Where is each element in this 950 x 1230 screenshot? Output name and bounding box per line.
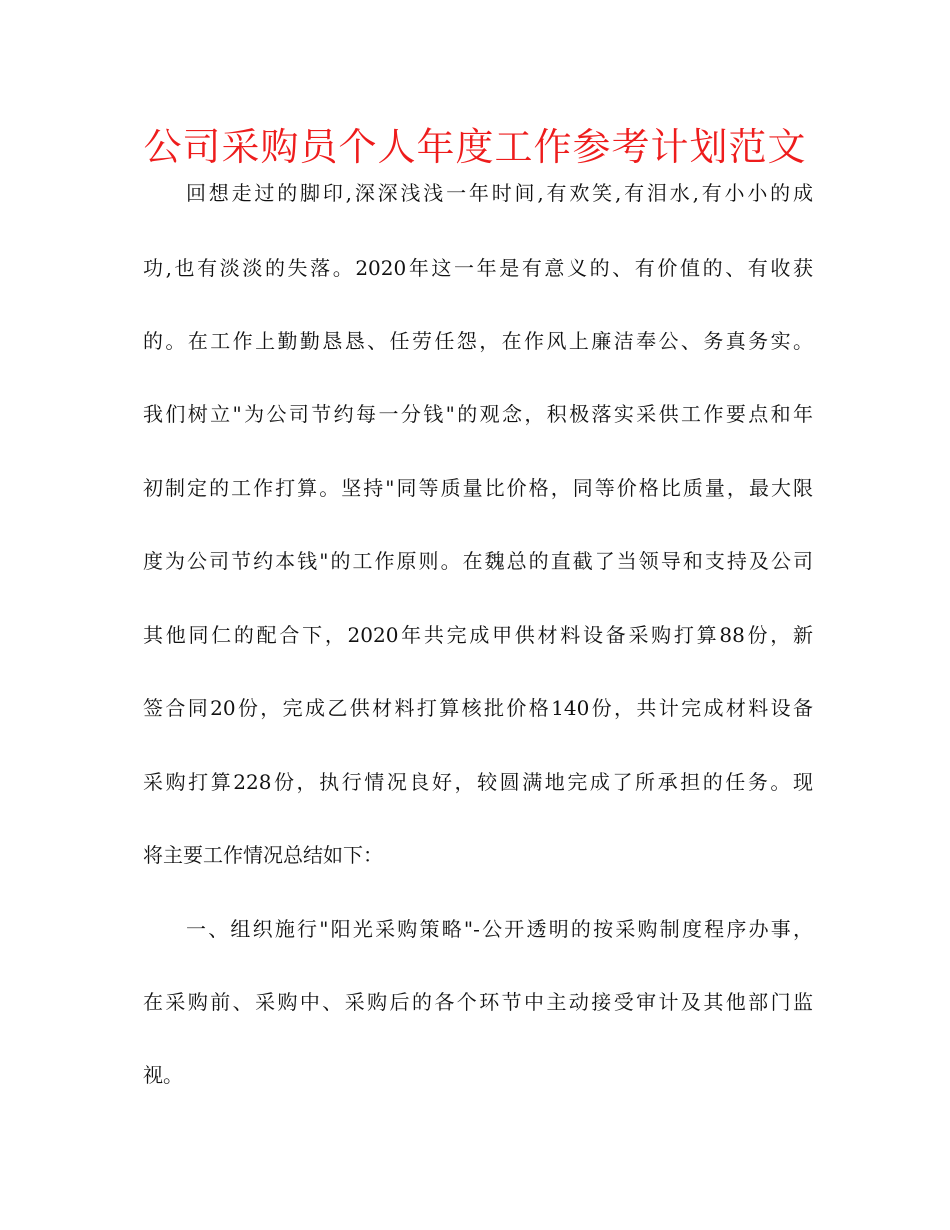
paragraph-line: 将主要工作情况总结如下： [143,843,383,867]
paragraph-line: 初制定的工作打算。坚持"同等质量比价格，同等价格比质量，最大限 [143,476,813,500]
paragraph-line: 在采购前、采购中、采购后的各个环节中主动接受审计及其他部门监 [143,990,813,1014]
paragraph-line: 功,也有淡淡的失落。2020年这一年是有意义的、有价值的、有收获 [143,256,813,280]
paragraph-line: 其他同仁的配合下，2020年共完成甲供材料设备采购打算88份，新 [143,623,813,647]
paragraph-line: 我们树立"为公司节约每一分钱"的观念，积极落实采供工作要点和年 [143,402,813,426]
paragraph-line: 采购打算228份，执行情况良好，较圆满地完成了所承担的任务。现 [143,770,813,794]
paragraph-line: 签合同20份，完成乙供材料打算核批价格140份，共计完成材料设备 [143,696,813,720]
paragraph-line: 的。在工作上勤勤恳恳、任劳任怨，在作风上廉洁奉公、务真务实。 [143,329,813,353]
paragraph-line: 回想走过的脚印,深深浅浅一年时间,有欢笑,有泪水,有小小的成 [186,181,813,205]
paragraph-line: 视。 [143,1063,183,1087]
document-title: 公司采购员个人年度工作参考计划范文 [143,125,807,169]
paragraph-line: 度为公司节约本钱"的工作原则。在魏总的直截了当领导和支持及公司 [143,549,813,573]
paragraph-line: 一、组织施行"阳光采购策略"-公开透明的按采购制度程序办事， [186,917,813,941]
